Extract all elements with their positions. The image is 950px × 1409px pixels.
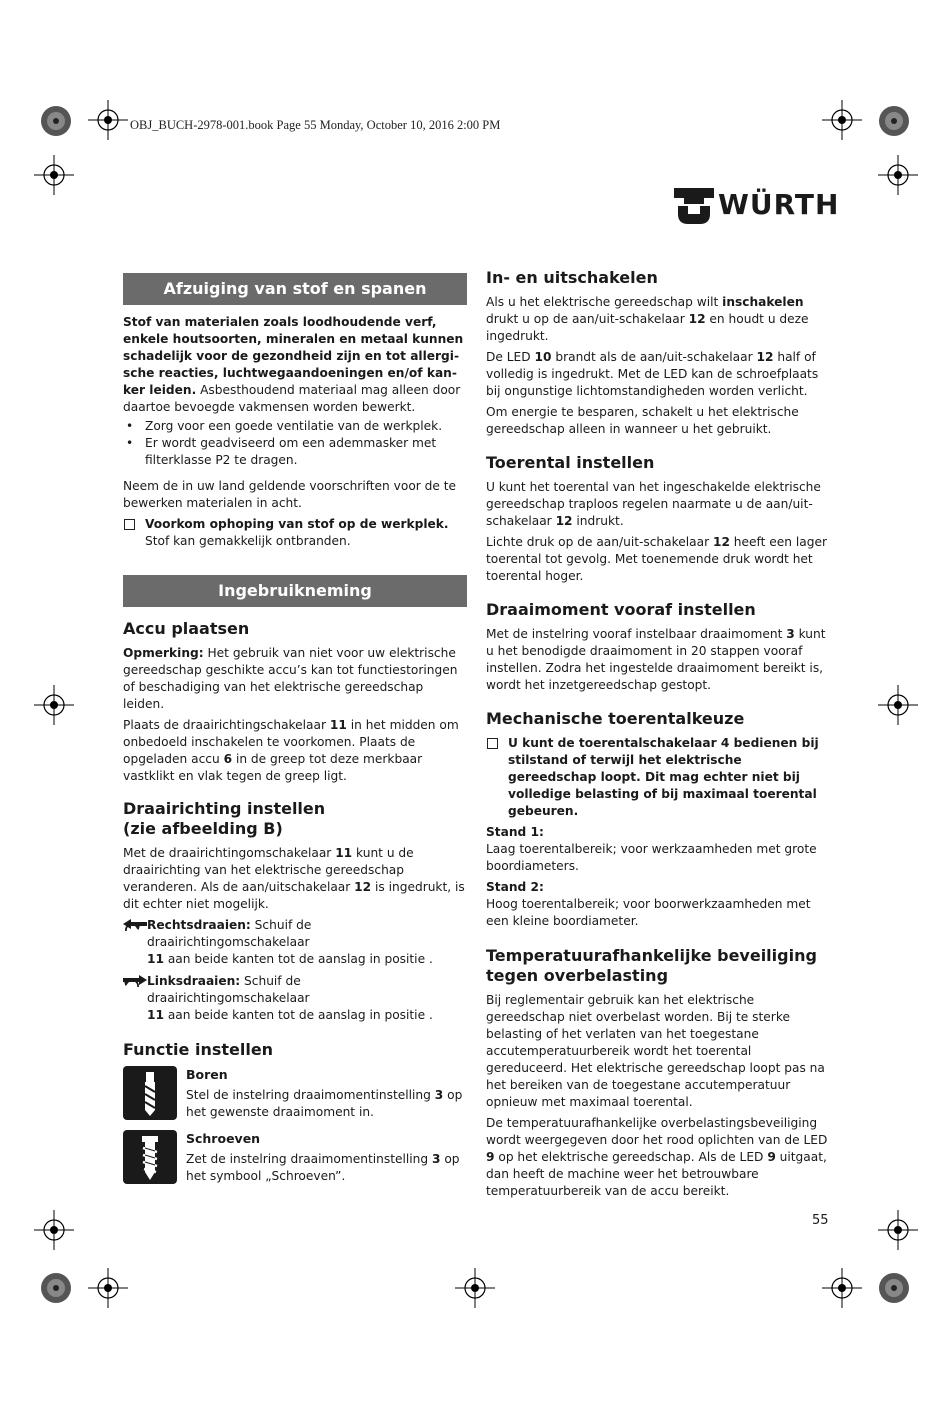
stand-1 [486,824,830,875]
note-text: Stof kan gemakkelijk ontbranden. [145,534,351,548]
heading-function: Functie instellen [123,1040,274,1059]
checkbox-square-icon [124,519,135,530]
color-target-icon [40,1272,72,1304]
registration-mark-icon [878,155,918,195]
registration-mark-icon [878,1210,918,1250]
dust-warning-rest: Asbesthoudend materiaal mag alleen door daartoe bevoegde vakmensen worden bewerkt. [123,383,461,414]
drill-title: Boren [186,1067,228,1082]
rotation-right-item: Rechtsdraaien: Schuif de draairichtingomschakelaar 11 aan beide kanten tot de aanslag in positie . [123,917,467,968]
drill-text: Stel de instelring draaimomentinstelling 3 op het gewenste draaimoment in. [186,1088,463,1119]
page-number: 55 [812,1213,829,1228]
speed-paragraph-2: Lichte druk op de aan/uit-schakelaar 12 heeft een lager toerental tot gevolg. Met toenemende druk wordt het toerental hoger. [486,535,827,583]
wurth-logo-icon [674,188,714,224]
on-off-paragraph-2: De LED 10 brandt als de aan/uit-schakelaar 12 half of volledig is ingedrukt. Met de LED kan de schroefplaats bij ongunstige lichtomstandigheden worden verlicht. [486,350,819,398]
section-bar-dust: Afzuiging van stof en spanen [123,273,467,305]
wurth-logo [674,186,840,226]
stand-text: Hoog toerentalbereik; voor boorwerkzaamheden met een kleine boordiameter. [486,897,811,928]
registration-mark-icon [88,100,128,140]
list-item: • Er wordt geadviseerd om een ademmasker met filterklasse P2 te dragen. [123,435,467,469]
regulations-paragraph: Neem de in uw land geldende voorschriften voor de te bewerken materialen in acht. [123,479,457,510]
speed-paragraph-1: U kunt het toerental van het ingeschakelde elektrische gereedschap traploos regelen naarmate u de aan/uit-schakelaar 12 indrukt. [486,480,821,528]
registration-mark-icon [822,100,862,140]
drill-bit-icon [123,1066,177,1120]
accu-note-paragraph [123,645,467,713]
color-target-icon [878,105,910,137]
rotation-left-item: Linksdraaien: Schuif de draairichtingomschakelaar 11 aan beide kanten tot de aanslag in positie . [123,973,467,1024]
function-drill-item [123,1066,467,1122]
note-text: Het gebruik van niet voor uw elektrische gereedschap geschikte accu’s kan tot functiestoringen of beschadiging van het elektrische gereedschap leiden. [123,646,458,711]
list-item: • Zorg voor een goede ventilatie van de werkplek. [123,418,467,435]
registration-mark-icon [34,685,74,725]
heading-on-off: In- en uitschakelen [486,268,658,287]
accu-insert-paragraph: Plaats de draairichtingschakelaar 11 in het midden om onbedoeld inschakelen te voorkomen. Plaats de opgeladen accu 6 in de greep tot deze merkbaar vastklikt en vlak tegen de greep ligt. [123,718,459,783]
dust-warning-bold: Stof van materialen zoals loodhoudende verf, enkele houtsoorten, mineralen en metaal kunnen schadelijk voor de gezondheid zijn en tot allergische reacties, luchtwegaandoeningen en/of kanker leiden. [123,315,464,397]
stand-label: Stand 1: [486,825,544,839]
color-target-icon [40,105,72,137]
screw-title: Schroeven [186,1131,261,1146]
on-off-paragraph-3: Om energie te besparen, schakelt u het elektrische gereedschap alleen in wanneer u het gebruikt. [486,405,799,436]
heading-accu: Accu plaatsen [123,619,250,638]
temperature-paragraph-2: De temperatuurafhankelijke overbelastingsbeveiliging wordt weergegeven door het rood oplichten van de LED 9 op het elektrische gereedschap. Als de LED 9 uitgaat, dan heeft de machine weer het betrouwbare temperatuurbereik van de accu bereikt. [486,1116,828,1198]
checkbox-square-icon [487,738,498,749]
heading-speed: Toerental instellen [486,453,655,472]
registration-mark-icon [455,1268,495,1308]
heading-torque: Draaimoment vooraf instellen [486,600,756,619]
registration-mark-icon [822,1268,862,1308]
temperature-paragraph-1: Bij reglementair gebruik kan het elektrische gereedschap niet overbelast worden. Bij te sterke belasting of het verlaten van het toegestane accutemperatuurbereik wordt het toerental gereduceerd. Het elektrische gereedschap loopt pas na het bereiken van de toegestane accutemperatuur opnieuw met maximaal toerental. [486,993,825,1109]
stand-text: Laag toerentalbereik; voor werkzaamheden met grote boordiameters. [486,842,817,873]
screw-text: Zet de instelring draaimomentinstelling 3 op het symbool „Schroeven”. [186,1152,460,1183]
arrow-right-icon [123,975,147,985]
note-bold: Voorkom ophoping van stof op de werkplek. [145,517,449,531]
note-label: Opmerking: [123,646,204,660]
left-column [123,268,467,1186]
color-target-icon [878,1272,910,1304]
dust-warning-paragraph [123,314,467,416]
direction-paragraph: Met de draairichtingomschakelaar 11 kunt u de draairichting van het elektrische gereedschap veranderen. Als de aan/uitschakelaar 12 is ingedrukt, is dit echter niet mogelijk. [123,846,465,911]
heading-direction: Draairichting instellen (zie afbeelding B) [123,799,326,838]
heading-temperature-protection: Temperatuurafhankelijke beveiliging tegen overbelasting [486,946,817,985]
brand-wordmark: WÜRTH [718,188,840,221]
dust-bullet-list [123,418,467,469]
registration-mark-icon [34,155,74,195]
section-bar-startup: Ingebruikneming [123,575,467,607]
torque-paragraph: Met de instelring vooraf instelbaar draaimoment 3 kunt u het benodigde draaimoment in 20 stappen vooraf instellen. Zodra het ingestelde draaimoment bereikt is, wordt het inzetgereedschap gestopt. [486,627,826,692]
right-column [486,268,830,1200]
print-info-line: OBJ_BUCH-2978-001.book Page 55 Monday, October 10, 2016 2:00 PM [130,118,501,132]
function-screw-item [123,1130,467,1186]
registration-mark-icon [34,1210,74,1250]
screw-icon [123,1130,177,1184]
mechanical-speed-note: U kunt de toerentalschakelaar 4 bedienen bij stilstand of terwijl het elektrische gereedschap loopt. Dit mag echter niet bij volledige belasting of bij maximaal toerental gebeuren. [486,735,830,820]
arrow-left-icon [123,919,147,929]
heading-mechanical-speed: Mechanische toerentalkeuze [486,709,745,728]
registration-mark-icon [88,1268,128,1308]
on-off-paragraph-1: Als u het elektrische gereedschap wilt inschakelen drukt u op de aan/uit-schakelaar 12 en houdt u deze ingedrukt. [486,295,809,343]
registration-mark-icon [878,685,918,725]
dust-accumulation-note [123,516,467,550]
stand-2 [486,879,830,930]
stand-label: Stand 2: [486,880,544,894]
